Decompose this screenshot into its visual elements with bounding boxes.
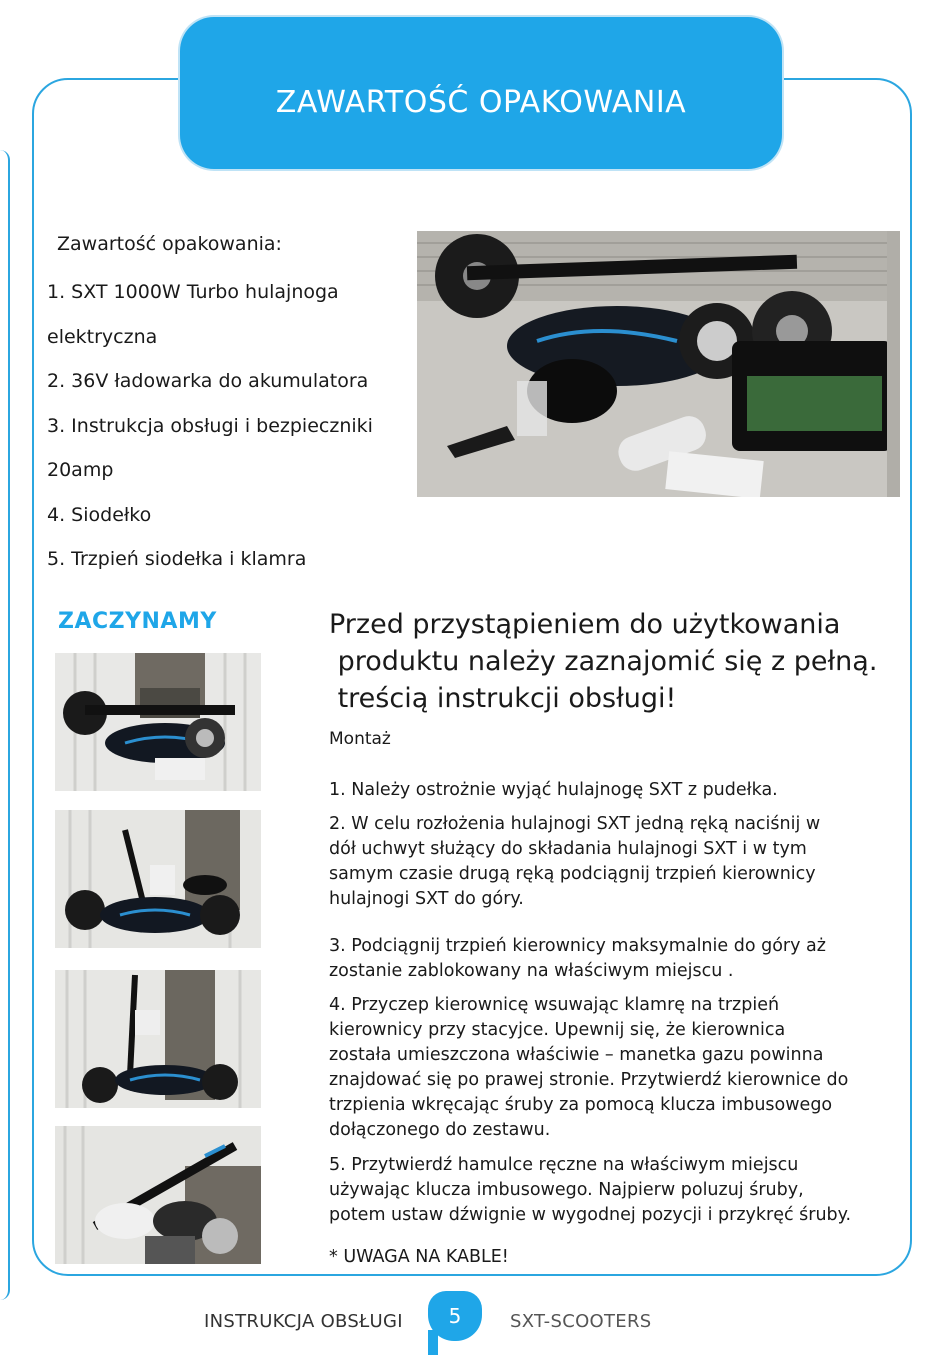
step-line: 2. W celu rozłożenia hulajnogi SXT jedną ręką naciśnij w: [329, 814, 821, 834]
list-item: 3. Instrukcja obsługi i bezpieczniki: [47, 415, 373, 437]
section-title: ZACZYNAMY: [58, 609, 217, 634]
step-line: została umieszczona właściwie – manetka gazu powinna: [329, 1045, 824, 1065]
step-4: [329, 993, 904, 1143]
step-photo-1: [55, 653, 261, 791]
intro-headline: [329, 606, 877, 717]
step-line: znajdować się po prawej stronie. Przytwierdź kierownice do: [329, 1070, 849, 1090]
header-banner: [180, 17, 782, 169]
warning-text: * UWAGA NA KABLE!: [329, 1247, 509, 1267]
step-line: 1. Należy ostrożnie wyjąć hulajnogę SXT z pudełka.: [329, 780, 778, 800]
package-contents-photo: [417, 231, 900, 497]
list-item: elektryczna: [47, 326, 158, 348]
step-photo-2: [55, 810, 261, 948]
list-item: 1. SXT 1000W Turbo hulajnoga: [47, 281, 339, 303]
step-line: trzpienia wkręcając śruby za pomocą klucza imbusowego: [329, 1095, 833, 1115]
headline-line: produktu należy zaznajomić się z pełną.: [329, 646, 878, 677]
list-item: 4. Siodełko: [47, 504, 152, 526]
headline-line: Przed przystąpieniem do użytkowania: [329, 609, 841, 640]
step-line: dołączonego do zestawu.: [329, 1120, 551, 1140]
step-line: samym czasie drugą ręką podciągnij trzpień kierownicy: [329, 864, 816, 884]
page-number: 5: [428, 1291, 482, 1341]
footer-manual-label: INSTRUKCJA OBSŁUGI: [204, 1311, 403, 1332]
headline-line: treścią instrukcji obsługi!: [329, 683, 677, 714]
step-line: kierownicy przy stacyjce. Upewnij się, że kierownica: [329, 1020, 786, 1040]
step-line: 4. Przyczep kierownicę wsuwając klamrę na trzpień: [329, 995, 780, 1015]
step-5: [329, 1153, 904, 1228]
step-line: dół uchwyt służący do składania hulajnogi SXT i w tym: [329, 839, 807, 859]
step-line: hulajnogi SXT do góry.: [329, 889, 524, 909]
left-edge-line: [0, 150, 10, 1300]
step-line: potem ustaw dźwignie w wygodnej pozycji i przykręć śruby.: [329, 1205, 852, 1225]
step-1: [329, 778, 904, 803]
assembly-subtitle: Montaż: [329, 729, 391, 749]
step-line: 3. Podciągnij trzpień kierownicy maksymalnie do góry aż: [329, 936, 826, 956]
cable-warning: [329, 1245, 904, 1270]
step-line: zostanie zablokowany na właściwym miejscu .: [329, 961, 734, 981]
step-photo-4: [55, 1126, 261, 1264]
page-title: ZAWARTOŚĆ OPAKOWANIA: [275, 84, 687, 120]
list-item: 5. Trzpień siodełka i klamra: [47, 548, 307, 570]
step-line: używając klucza imbusowego. Najpierw poluzuj śruby,: [329, 1180, 804, 1200]
step-photo-3: [55, 970, 261, 1108]
contents-heading: Zawartość opakowania:: [57, 233, 282, 255]
list-item: 2. 36V ładowarka do akumulatora: [47, 370, 369, 392]
step-line: 5. Przytwierdź hamulce ręczne na właściwym miejscu: [329, 1155, 799, 1175]
step-3: [329, 934, 904, 984]
footer-brand: SXT-SCOOTERS: [510, 1311, 652, 1332]
list-item: 20amp: [47, 459, 114, 481]
step-2: [329, 812, 904, 912]
